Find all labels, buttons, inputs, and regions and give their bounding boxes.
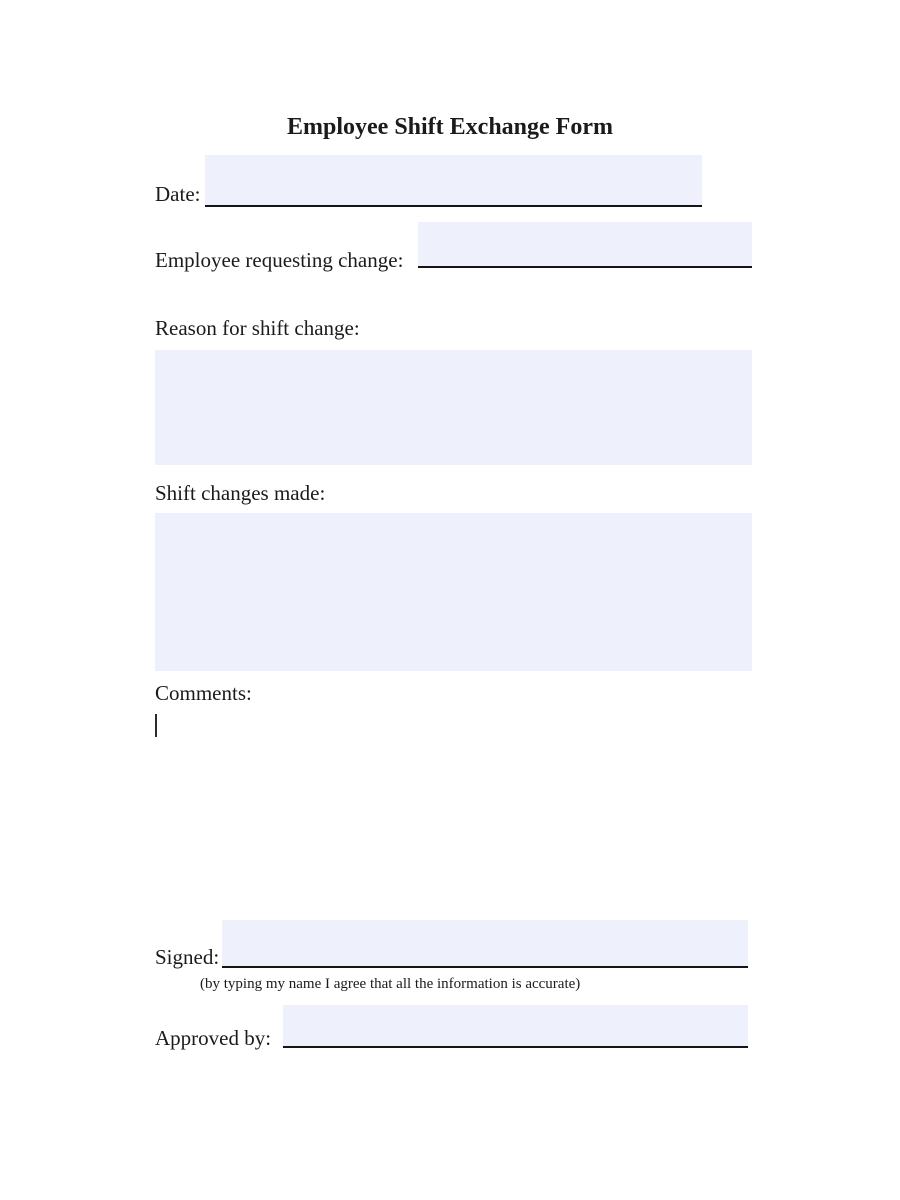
signed-label: Signed: (155, 945, 220, 969)
signed-agreement-note: (by typing my name I agree that all the information is accurate) (200, 976, 581, 992)
shift-changes-made-textarea[interactable] (155, 513, 752, 671)
comments-label: Comments: (155, 681, 252, 705)
reason-for-shift-change-textarea[interactable] (155, 350, 752, 465)
employee-requesting-change-label: Employee requesting change: (155, 248, 404, 272)
comments-textarea[interactable] (158, 712, 752, 897)
text-cursor (155, 714, 157, 737)
form-title: Employee Shift Exchange Form (287, 114, 613, 140)
date-label: Date: (155, 182, 201, 206)
approved-by-label: Approved by: (155, 1026, 272, 1050)
date-input[interactable] (205, 155, 702, 207)
employee-requesting-change-input[interactable] (418, 222, 752, 268)
reason-for-shift-change-label: Reason for shift change: (155, 316, 360, 340)
shift-changes-made-label: Shift changes made: (155, 481, 326, 505)
signed-input[interactable] (222, 920, 748, 968)
approved-by-input[interactable] (283, 1005, 748, 1048)
